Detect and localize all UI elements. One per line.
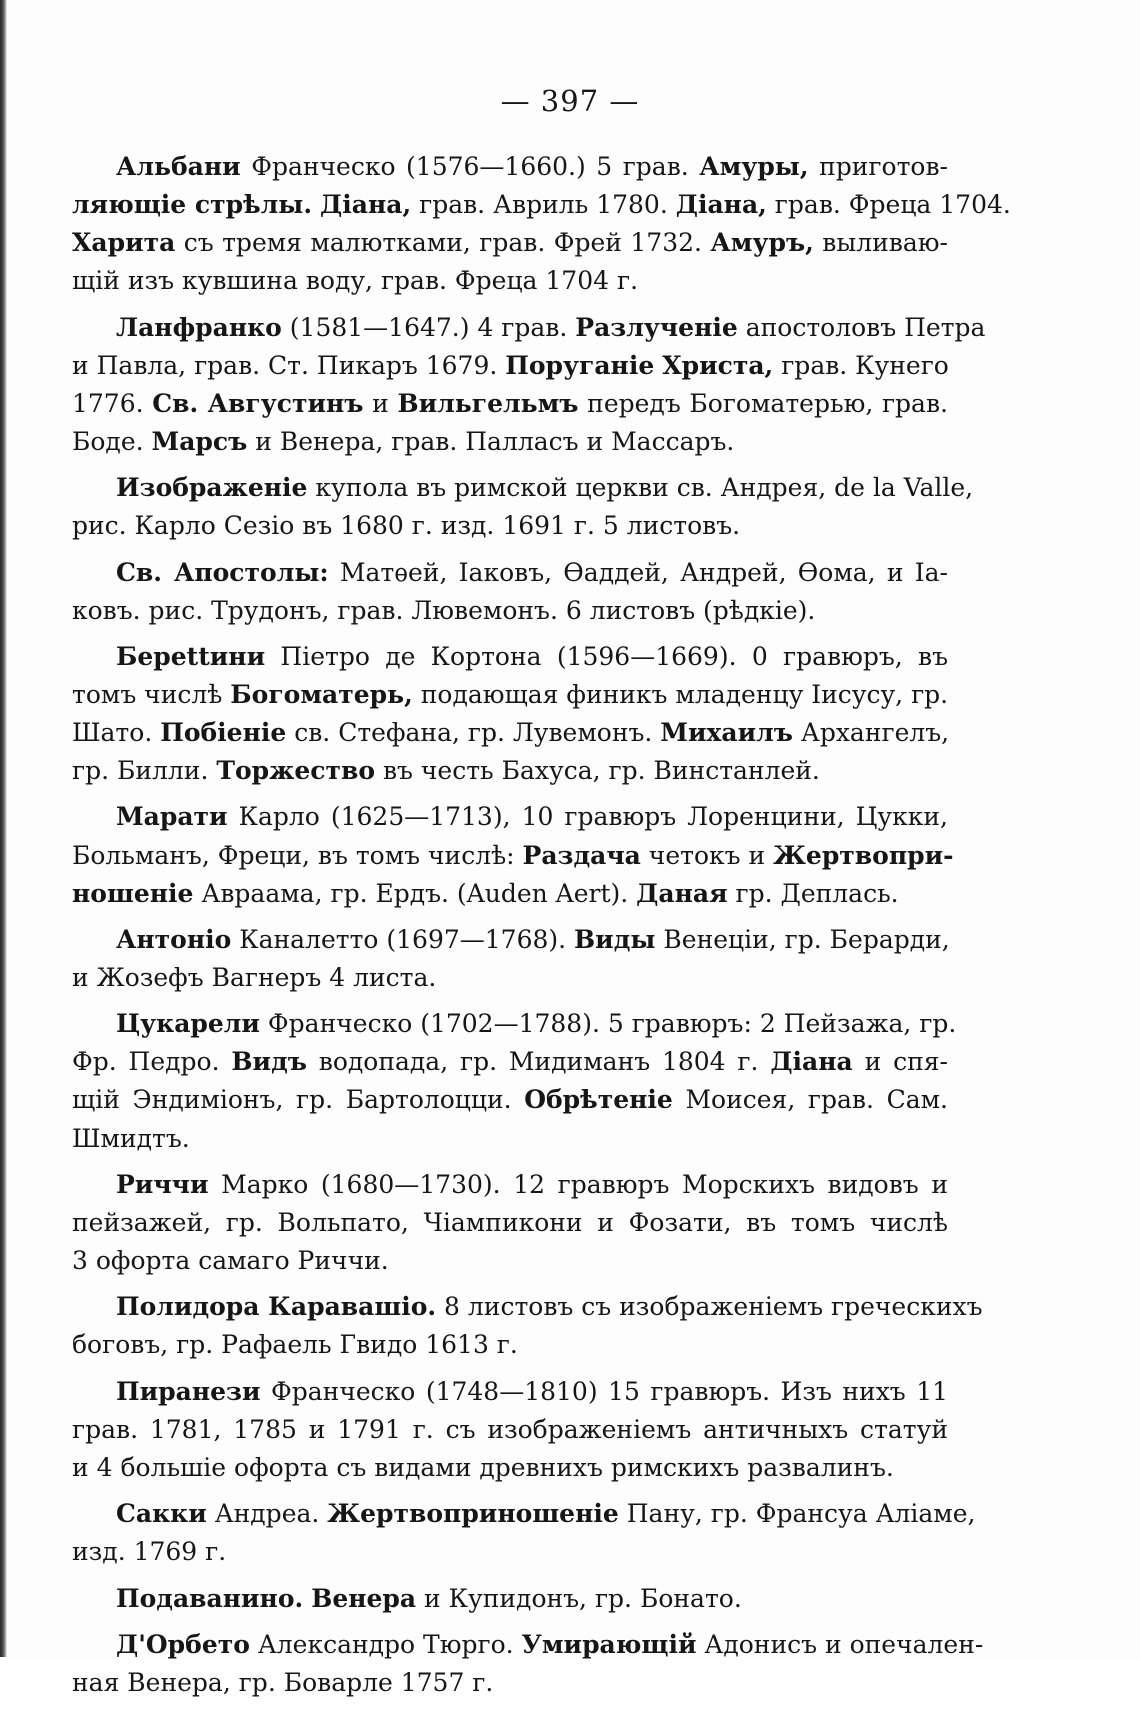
bold-term: Антоніо xyxy=(116,924,232,954)
text-run: и Купидонъ, гр. Бонато. xyxy=(416,1583,742,1613)
text-run: 3 офорта самаго Риччи. xyxy=(72,1246,389,1276)
text-line xyxy=(72,959,948,997)
text-run: грав. Кунего xyxy=(773,350,949,380)
bold-term: Даная xyxy=(636,878,728,908)
text-run: и 4 большіе офорта съ видами древнихъ римскихъ развалинъ. xyxy=(72,1452,894,1482)
text-run: 8 листовъ съ изображеніемъ греческихъ xyxy=(436,1292,983,1322)
bold-term: Діана, xyxy=(675,190,767,220)
bold-term: Торжество xyxy=(216,756,376,786)
catalog-entry xyxy=(72,1580,948,1618)
text-run: (1581—1647.) 4 грав. xyxy=(281,312,576,342)
bold-term: ношеніе xyxy=(72,878,194,908)
text-run: Шмидтъ. xyxy=(72,1123,190,1153)
bold-term: Амуры, xyxy=(699,152,809,181)
text-run: Марко (1680—1730). 12 гравюръ Морскихъ видовъ и xyxy=(208,1169,948,1199)
text-line xyxy=(72,1326,948,1364)
bold-term: Разлученіе xyxy=(575,312,738,342)
text-run: апостоловъ Петра xyxy=(737,312,986,342)
text-run: ная Венера, гр. Боварле 1757 г. xyxy=(72,1667,494,1697)
text-run: Каналетто (1697—1768). xyxy=(231,924,575,954)
catalog-entry xyxy=(72,1373,948,1487)
text-run: и спя- xyxy=(852,1047,948,1077)
bold-term: Цукарели xyxy=(116,1009,260,1039)
text-run: Пану, гр. Франсуа Аліаме, xyxy=(618,1499,976,1529)
catalog-entry xyxy=(72,469,974,545)
text-line xyxy=(72,1580,948,1618)
text-line xyxy=(72,554,948,592)
text-line xyxy=(72,1533,948,1571)
bold-term: Михаилъ xyxy=(660,718,793,748)
text-line xyxy=(72,347,948,385)
text-run: Боде. xyxy=(72,426,152,456)
text-run: водопада, гр. Мидиманъ 1804 г. xyxy=(306,1047,771,1077)
bold-term: Св. Апостолы: xyxy=(116,557,329,587)
bold-term: Харита xyxy=(72,228,176,258)
page-binding-edge xyxy=(0,0,7,1657)
text-run: Фр. Педро. xyxy=(72,1047,232,1077)
catalog-entry xyxy=(72,798,954,912)
bold-term: Богоматерь, xyxy=(230,679,413,709)
catalog-entries xyxy=(72,148,1011,1710)
text-run: подающая финикъ младенцу Іисусу, гр. xyxy=(412,679,949,709)
text-line xyxy=(72,1626,984,1664)
text-line xyxy=(72,875,948,913)
text-run: гр. Билли. xyxy=(72,756,217,786)
text-line xyxy=(72,224,948,262)
bold-term: Марати xyxy=(116,802,228,832)
text-run: приготов- xyxy=(808,152,948,181)
text-line xyxy=(72,1288,983,1326)
text-run: Архангелъ, xyxy=(792,718,950,748)
text-run: щій Эндиміонъ, гр. Бартолоцци. xyxy=(72,1085,525,1115)
bold-term: Берettини xyxy=(116,641,266,671)
text-run: изд. 1769 г. xyxy=(72,1537,227,1567)
text-run: Франческо (1702—1788). 5 гравюръ: 2 Пейзажа, гр. xyxy=(259,1009,957,1039)
bold-term: Риччи xyxy=(116,1169,209,1199)
text-run: Адонисъ и опечален- xyxy=(696,1629,984,1659)
text-run: грав. 1781, 1785 и 1791 г. съ изображеніемъ античныхъ статуй xyxy=(72,1414,948,1444)
text-run xyxy=(303,1584,311,1613)
text-line xyxy=(72,1373,948,1411)
bold-term: Д'Орбето xyxy=(116,1629,250,1659)
text-line xyxy=(72,592,948,630)
text-run: Больманъ, Фреци, въ томъ числѣ: xyxy=(72,840,523,870)
text-run: въ честь Бахуса, гр. Винстанлей. xyxy=(375,756,820,786)
bold-term: Виды xyxy=(574,924,656,954)
bold-term: Побіеніе xyxy=(160,718,287,748)
text-run: гр. Деплась. xyxy=(727,878,899,908)
text-run: Венеціи, гр. Берарди, xyxy=(655,924,950,954)
text-run: ковъ. рис. Трудонъ, грав. Лювемонъ. 6 листовъ (рѣдкіе). xyxy=(72,595,816,625)
text-line xyxy=(72,423,948,461)
text-line xyxy=(72,1204,948,1242)
text-line xyxy=(72,507,948,545)
catalog-entry xyxy=(72,638,948,790)
text-line xyxy=(72,638,948,676)
text-run: томъ числѣ xyxy=(72,679,231,709)
text-run xyxy=(312,190,320,219)
text-line xyxy=(72,186,1011,224)
text-run: съ тремя малютками, грав. Фрей 1732. xyxy=(175,228,711,258)
bold-term: Обрѣтеніе xyxy=(524,1085,673,1115)
catalog-entry xyxy=(72,1626,984,1702)
text-run: четокъ и xyxy=(640,840,774,870)
bold-term: Христа, xyxy=(662,350,774,380)
text-line xyxy=(72,262,948,300)
text-line xyxy=(72,798,948,836)
text-run: выливаю- xyxy=(813,228,948,258)
text-run: св. Стефана, гр. Лувемонъ. xyxy=(286,718,661,748)
text-line xyxy=(72,309,986,347)
catalog-entry xyxy=(72,1166,948,1280)
bold-term: Діана, xyxy=(320,190,412,220)
text-run: пейзажей, гр. Вольпато, Чіампикони и Фозати, въ томъ числѣ xyxy=(72,1207,948,1237)
text-run: и xyxy=(363,388,398,418)
text-run: боговъ, гр. Рафаель Гвидо 1613 г. xyxy=(72,1330,518,1360)
bold-term: Альбани xyxy=(116,152,241,181)
text-run: щій изъ кувшина воду, грав. Фреца 1704 г. xyxy=(72,266,639,296)
catalog-entry xyxy=(72,921,948,997)
text-line xyxy=(72,1242,948,1280)
text-run: рис. Карло Сезіо въ 1680 г. изд. 1691 г. 5 листовъ. xyxy=(72,511,741,541)
catalog-entry xyxy=(72,1288,983,1364)
catalog-entry xyxy=(72,1005,957,1157)
text-run: купола въ римской церкви св. Андрея, de la Valle, xyxy=(307,473,974,503)
text-line xyxy=(72,837,954,875)
bold-term: Ланфранко xyxy=(116,312,282,342)
text-line xyxy=(72,1664,948,1702)
text-line xyxy=(72,714,948,752)
text-line xyxy=(72,1120,948,1158)
text-line xyxy=(72,469,974,507)
bold-term: Венера xyxy=(311,1583,417,1613)
catalog-entry xyxy=(72,1495,976,1571)
text-run: Авраама, гр. Ердъ. (Auden Aert). xyxy=(193,878,637,908)
bold-term: ляющіе стрѣлы. xyxy=(72,190,313,220)
text-line xyxy=(72,1411,948,1449)
text-line xyxy=(72,752,948,790)
text-run: Матѳей, Іаковъ, Ѳаддей, Андрей, Ѳома, и Іа- xyxy=(328,557,948,587)
text-run: Моисея, грав. Сам. xyxy=(672,1085,948,1115)
text-line xyxy=(72,1449,948,1487)
text-run: Піетро де Кортона (1596—1669). 0 гравюръ, въ xyxy=(265,641,948,671)
text-run: и Жозефъ Вагнеръ 4 листа. xyxy=(72,963,437,992)
bold-term: Жертвопри- xyxy=(773,840,954,870)
catalog-entry xyxy=(72,554,948,630)
text-line xyxy=(72,1495,976,1533)
bold-term: Видъ xyxy=(231,1047,307,1077)
text-run: Франческо (1576—1660.) 5 грав. xyxy=(240,152,700,181)
text-run: Карло (1625—1713), 10 гравюръ Лоренцини, Цукки, xyxy=(227,802,948,832)
text-run: и Венера, грав. Палласъ и Массаръ. xyxy=(247,426,735,456)
page-number: — 397 — xyxy=(500,84,640,118)
bold-term: Марсъ xyxy=(151,426,248,456)
text-line xyxy=(72,1081,948,1119)
text-line xyxy=(72,921,948,959)
bold-term: Вильгельмъ xyxy=(397,388,579,418)
bold-term: Умирающій xyxy=(521,1629,697,1659)
bold-term: Полидора Каравашіо. xyxy=(116,1292,437,1322)
text-run: Александро Тюрго. xyxy=(249,1629,522,1659)
text-run: 1776. xyxy=(72,388,153,418)
text-line xyxy=(72,1043,948,1081)
catalog-entry xyxy=(72,148,1011,300)
bold-term: Изображеніе xyxy=(116,473,308,503)
bold-term: Поруганіе xyxy=(505,350,655,380)
text-run: грав. Авриль 1780. xyxy=(411,190,676,220)
text-line xyxy=(72,385,948,423)
bold-term: Жертвоприношеніе xyxy=(327,1499,619,1529)
text-line xyxy=(72,1166,948,1204)
bold-term: Діана xyxy=(770,1047,853,1077)
bold-term: Раздача xyxy=(522,840,641,870)
text-run: Шато. xyxy=(72,718,161,748)
text-line xyxy=(72,1005,957,1043)
text-run: и Павла, грав. Ст. Пикаръ 1679. xyxy=(72,350,506,380)
text-run: передъ Богоматерью, грав. xyxy=(578,388,948,418)
text-line xyxy=(72,676,948,714)
text-run: грав. Фреца 1704. xyxy=(766,190,1011,220)
bold-term: Пиранези xyxy=(116,1376,261,1406)
bold-term: Амуръ, xyxy=(710,228,814,258)
bold-term: Подаванино. xyxy=(116,1583,304,1613)
bold-term: Сакки xyxy=(116,1499,207,1529)
bold-term: Св. Августинъ xyxy=(152,388,364,418)
text-run: Франческо (1748—1810) 15 гравюръ. Изъ нихъ 11 xyxy=(260,1376,948,1406)
catalog-entry xyxy=(72,309,986,461)
text-run: Андреа. xyxy=(206,1499,328,1529)
text-line xyxy=(72,148,948,186)
